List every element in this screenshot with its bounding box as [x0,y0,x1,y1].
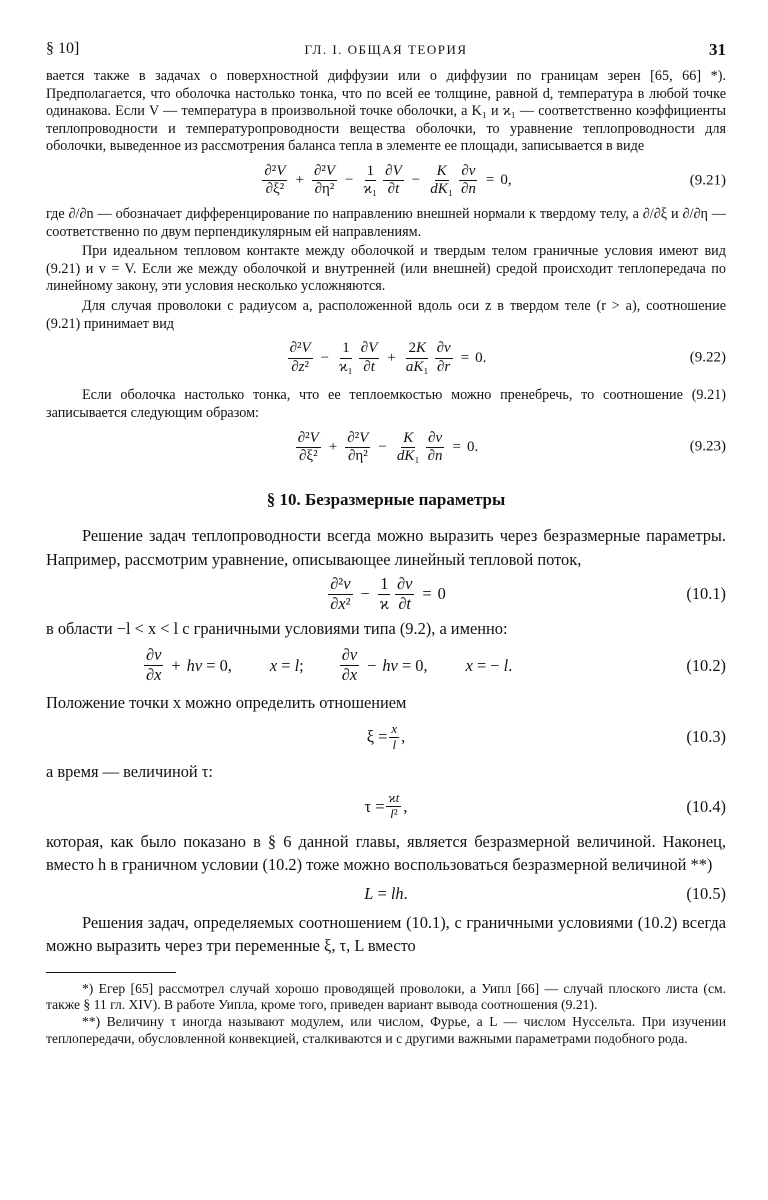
equation-10-2: $\frac{\partial v}{\partial x}$ + hv = 0, x = l; $\frac{\partial v}{\partial x}$ − hv = 0, x = − l. (10.2) [146,645,726,685]
eqnum-10-3: (10.3) [686,727,726,747]
eqnum-9-22: (9.22) [689,349,726,366]
paragraph-8: Положение точки x можно определить отношением [46,692,407,712]
footnotes [46,981,726,1047]
equation-9-23: $\frac{\text{∂²V}}{\text{∂ξ²}}$ + $\frac{\text{∂²V}}{\text{∂η²}}$ − $\frac{K}{\text{dK₁}}$ $\frac{\partial v}{\partial n}$ = 0. (9.23) [297,429,726,464]
paragraph-4: Для случая проволоки с радиусом a, расположенной вдоль оси z в твердом теле (r > a), соотношение (9.21) принимает вид [46,297,726,332]
eqnum-10-2: (10.2) [686,655,726,675]
eqnum-9-21: (9.21) [689,172,726,189]
eqnum-10-4: (10.4) [686,796,726,816]
equation-10-1: $\frac{\text{∂²v}}{\text{∂x²}}$ − $\frac{1}{ϰ}$ $\frac{\partial v}{\partial t}$ = 0 (10.1) [330,573,726,613]
eqnum-9-23: (9.23) [689,438,726,455]
paragraph-3: При идеальном тепловом контакте между оболочкой и твердым телом граничные условия имеют вид (9.21) и v = V. Если же между оболочкой и внутренней (или внешней) средой происходит теплопередача по линейному закону, эти условия несколько усложняются. [46,243,726,295]
paragraph-5: Если оболочка настолько тонка, что ее теплоемкостью можно пренебречь, то соотношение (9.21) записывается следующим образом: [46,387,726,421]
page [46,40,726,1047]
equation-9-21: $\frac{\text{∂²V}}{\text{∂ξ²}}$ + $\frac{\text{∂²V}}{\text{∂η²}}$ − $\frac{1}{\text{ϰ₁}}$ $\frac{\partial V}{\partial t}$ − $\frac{K}{\text{dK₁}}$ $\frac{\partial v}{\partial n}$ = 0, (9.21) [264,163,726,198]
equation-10-5: L = lh. (10.5) [364,883,726,903]
paragraph-11: Решения задач, определяемых соотношением (10.1), с граничными условиями (10.2) всегда можно выразить через три переменные ξ, τ, L вместо [46,912,726,956]
equation-9-22: $\frac{\text{∂²V}}{\text{∂z²}}$ − $\frac{1}{\text{ϰ₁}}$ $\frac{\partial V}{\partial t}$ + $\frac{2K}{\text{aK₁}}$ $\frac{\partial v}{\partial r}$ = 0. (9.22) [289,340,726,375]
paragraph-6: Решение задач теплопроводности всегда можно выразить через безразмерные параметры. Например, рассмотрим уравнение, описывающее линейный тепловой поток, [46,526,726,569]
footnote-2: **) Величину τ иногда называют модулем, или числом, Фурье, а L — числом Нуссельта. При изучении теплопередачи, обусловленной конвекцией, сталкиваются и с другими важными параметрами подобного рода. [46,1014,726,1046]
page-number: 31 [709,40,726,59]
paragraph-1: вается также в задачах о поверхностной диффузии или о диффузии по границам зерен [65, 66] *). Предполагается, что оболочка настолько тонка, что по всей ее толщине, равной d, температура в любой точке одинакова. Если V — температура в произвольной точке оболочки, а K₁ и ϰ₁ — соответственно коэффициенты теплопроводности и температуропроводности вещества оболочки, то уравнение теплопроводности для оболочки, выведенное из рассмотрения баланса тепла в элементе ее площади, записывается в виде [46,68,726,155]
section-title: § 10. Безразмерные параметры [266,490,506,510]
paragraph-10: которая, как было показано в § 6 данной главы, является безразмерной величиной. Наконец, вместо h в граничном условии (10.2) тоже можно воспользоваться безразмерной величиной **) [46,831,726,875]
running-header [46,40,726,68]
equation-10-4: τ = $\frac{ϰt}{\text{l²}}$ , (10.4) [364,790,726,822]
paragraph-2: где ∂/∂n — обозначает дифференцирование по направлению внешней нормали к твердому телу, а ∂/∂ξ и ∂/∂η — соответственно по двум перпендикулярным ей направлениям. [46,205,726,240]
equation-10-3: ξ = $\frac{x}{l}$ , (10.3) [366,720,726,752]
eqnum-10-1: (10.1) [686,584,726,604]
header-section: § 10] [46,40,80,57]
footnote-1: *) Егер [65] рассмотрел случай хорошо проводящей проволоки, а Уипл [66] — случай плоского листа (см. также § 11 гл. XIV). В работе Уипла, кроме того, приведен вариант вывода соотношения (9.21). [46,980,726,1013]
footnote-rule [46,972,176,973]
eqnum-10-5: (10.5) [686,883,726,903]
header-chapter: ГЛ. I. ОБЩАЯ ТЕОРИЯ [304,42,468,57]
paragraph-7: в области −l < x < l с граничными условиями типа (9.2), а именно: [46,619,508,639]
paragraph-9: а время — величиной τ: [46,762,213,782]
